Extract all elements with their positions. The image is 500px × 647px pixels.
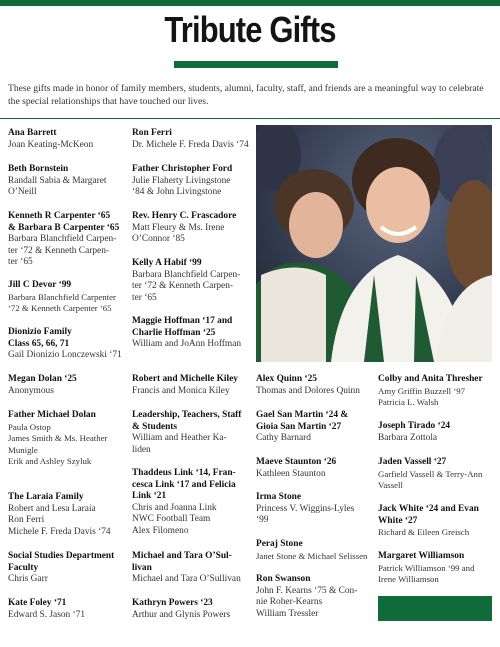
honoree-name: Kelly A Habif ‘99 <box>132 258 202 268</box>
donor-names: Barbara Blanchfield Carpen- ter ‘72 & Kenneth Carpen- ter ‘65 <box>8 234 117 268</box>
honoree-name: Dionizio Family Class 65, 66, 71 <box>8 327 72 349</box>
title-underline-bar <box>174 61 338 68</box>
tribute-entry <box>378 504 498 539</box>
donor-names: Joan Keating-McKeon <box>8 139 94 150</box>
donor-names: Barbara Zottola <box>378 432 438 443</box>
honoree-name: Maggie Hoffman ‘17 and Charlie Hoffman ‘25 <box>132 316 233 338</box>
tribute-entry <box>378 551 498 586</box>
donor-names: Francis and Monica Kiley <box>132 385 230 396</box>
honoree-name: Alex Quinn ‘25 <box>256 374 317 384</box>
honoree-name: Jack White ‘24 and Evan White ‘27 <box>378 504 479 526</box>
tribute-entry <box>132 468 256 538</box>
donor-names: Kathleen Staunton <box>256 468 326 479</box>
honoree-name: Ron Swanson <box>256 574 311 584</box>
donor-names: Amy Griffin Buzzell ‘97 Patricia L. Walsh <box>378 385 466 408</box>
tribute-entry <box>132 551 256 586</box>
honoree-name: Social Studies Department Faculty <box>8 551 115 573</box>
honoree-name: Leadership, Teachers, Staff & Students <box>132 410 242 432</box>
honoree-name: Maeve Staunton ‘26 <box>256 457 337 467</box>
donor-names: Arthur and Glynis Powers <box>132 609 231 620</box>
donor-names: Janet Stone & Michael Selissen <box>256 550 368 561</box>
tribute-entry <box>256 410 380 445</box>
volleyball-players-image <box>256 125 492 362</box>
donor-names: Chris and Joanna Link NWC Football Team Alex Filomeno <box>132 502 217 536</box>
honoree-name: Rev. Henry C. Frascadore <box>132 211 237 221</box>
donor-names: Matt Fleury & Ms. Irene O’Connor ‘85 <box>132 222 225 245</box>
donor-names: Edward S. Jason ‘71 <box>8 609 86 620</box>
intro-paragraph: These gifts made in honor of family members, students, alumni, faculty, staff, and friends are a meaningful way to celebrate the special relationships that have touched our lives. <box>8 83 484 107</box>
tribute-entry <box>256 574 380 620</box>
honoree-name: Jaden Vassell ‘27 <box>378 457 447 467</box>
donor-names: Robert and Lesa Laraia Ron Ferri Michele F. Freda Davis ‘74 <box>8 503 111 537</box>
tribute-entry <box>8 327 132 362</box>
tribute-entry <box>378 457 498 492</box>
tribute-entry <box>8 492 132 538</box>
page-title: Tribute Gifts <box>164 9 336 50</box>
donor-names: Richard & Eileen Greisch <box>378 527 470 538</box>
donor-names: Julie Flaherty Livingstone ‘84 & John Livingstone <box>132 175 231 198</box>
tribute-entry <box>8 164 128 199</box>
donor-names: Patrick Williamson ‘99 and Irene Williamson <box>378 562 475 585</box>
donor-names: Paula Ostop James Smith & Ms. Heather Munigle Erik and Ashley Szyluk <box>8 421 108 467</box>
honoree-name: Robert and Michelle Kiley <box>132 374 238 384</box>
honoree-name: Michael and Tara O’Sul- livan <box>132 551 232 573</box>
tribute-entry <box>132 374 256 397</box>
honoree-name: Ana Barrett <box>8 128 57 138</box>
tribute-entry <box>8 211 132 269</box>
tribute-entry <box>8 374 132 397</box>
tribute-entry <box>8 551 132 586</box>
team-photo <box>256 125 492 362</box>
section-divider <box>0 118 500 119</box>
honoree-name: Kenneth R Carpenter ‘65 & Barbara B Carpenter ‘65 <box>8 211 120 233</box>
tribute-entry <box>256 457 380 480</box>
donor-names: Randall Sabia & Margaret O’Neill <box>8 175 107 198</box>
honoree-name: Margaret Williamson <box>378 551 465 561</box>
tribute-entry <box>132 128 256 151</box>
donor-names: Garfield Vassell & Terry-Ann Vassell <box>378 468 483 491</box>
tribute-entry <box>378 374 498 409</box>
donor-names: Barbara Blanchfield Carpen- ter ‘72 & Kenneth Carpen- ter ‘65 <box>132 269 241 303</box>
honoree-name: Ron Ferri <box>132 128 172 138</box>
honoree-name: Peraj Stone <box>256 539 303 549</box>
donor-names: John F. Kearns ‘75 & Con- nie Roher-Kearns William Tressler <box>256 585 358 619</box>
tribute-entry <box>256 492 380 527</box>
honoree-name: The Laraia Family <box>8 492 84 502</box>
honoree-name: Jill C Devor ‘99 <box>8 280 72 290</box>
donor-names: Dr. Michele F. Freda Davis ‘74 <box>132 139 249 150</box>
donor-names: Michael and Tara O’Sullivan <box>132 574 241 585</box>
donor-names: Thomas and Dolores Quinn <box>256 385 360 396</box>
donor-names: Chris Garr <box>8 574 48 585</box>
tribute-entry <box>378 421 498 444</box>
donor-names: Anonymous <box>8 385 54 396</box>
tribute-entry <box>8 280 132 315</box>
decorative-green-block <box>378 596 492 621</box>
top-accent-rule <box>0 0 500 6</box>
honoree-name: Father Michael Dolan <box>8 410 96 420</box>
tribute-entry <box>132 164 256 199</box>
tribute-entry <box>132 598 256 621</box>
honoree-name: Beth Bornstein <box>8 164 69 174</box>
donor-names: William and Heather Ka- liden <box>132 433 227 455</box>
honoree-name: Father Christopher Ford <box>132 164 233 174</box>
honoree-name: Gael San Martin ‘24 & Gioia San Martin ‘27 <box>256 410 349 432</box>
donor-names: Princess V. Wiggins-Lyles ‘99 <box>256 503 355 526</box>
tribute-entry <box>8 410 132 468</box>
donor-names: Cathy Barnard <box>256 433 311 444</box>
honoree-name: Megan Dolan ‘25 <box>8 374 77 384</box>
honoree-name: Kathryn Powers ‘23 <box>132 598 213 608</box>
tribute-entry <box>132 410 256 456</box>
donor-names: Barbara Blanchfield Carpenter ‘72 & Kenneth Carpenter ‘65 <box>8 291 116 314</box>
honoree-name: Kate Foley ‘71 <box>8 598 67 608</box>
honoree-name: Thaddeus Link ‘14, Fran- cesca Link ‘17 and Felicia Link ‘21 <box>132 468 236 502</box>
tribute-entry <box>8 598 132 621</box>
tribute-entry <box>132 211 256 246</box>
tribute-entry <box>8 128 128 151</box>
donor-names: William and JoAnn Hoffman <box>132 339 242 350</box>
honoree-name: Colby and Anita Thresher <box>378 374 483 384</box>
tribute-entry <box>132 258 256 304</box>
donor-names: Gail Dionizio Lonczewski ‘71 <box>8 350 122 361</box>
tribute-entry <box>256 374 380 397</box>
tribute-entry <box>132 316 256 351</box>
honoree-name: Joseph Tirado ‘24 <box>378 421 451 431</box>
tribute-entry <box>256 539 380 562</box>
honoree-name: Irma Stone <box>256 492 302 502</box>
